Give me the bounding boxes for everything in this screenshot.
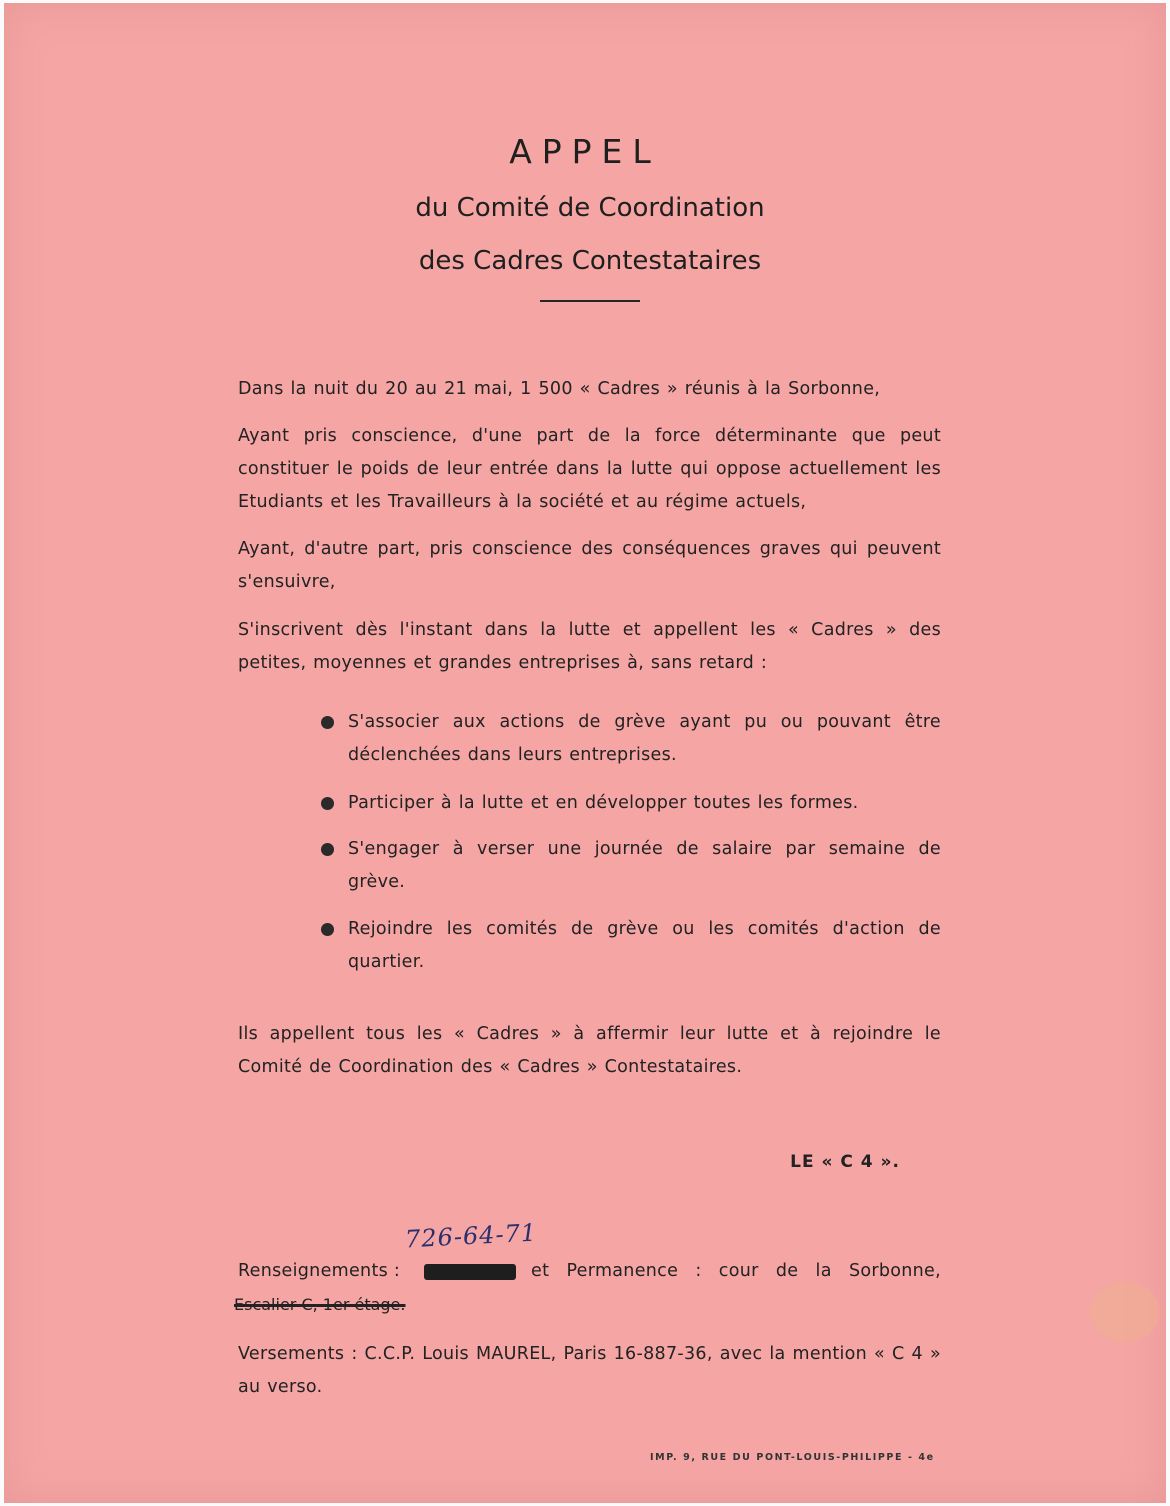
bullet-dot-icon: [321, 797, 334, 810]
bullet-dot-icon: [321, 716, 334, 729]
paper-stain: [1090, 1282, 1160, 1342]
redacted-phone-mark: [424, 1264, 516, 1280]
paragraph-versements: Versements : C.C.P. Louis MAUREL, Paris 16-887-36, avec la mention « C 4 » au verso.: [238, 1344, 941, 1397]
document-title: APPEL: [509, 132, 661, 171]
paragraph-ayant-2: Ayant, d'autre part, pris conscience des conséquences graves qui peuvent s'ensuivre,: [238, 539, 941, 592]
bullet-item-4: Rejoindre les comités de grève ou les comités d'action de quartier.: [348, 919, 941, 972]
paragraph-closing: Ils appellent tous les « Cadres » à affermir leur lutte et à rejoindre le Comité de Coordination des « Cadres » Contestataires.: [238, 1024, 941, 1077]
title-divider: [540, 300, 640, 302]
info-label: Renseignements :: [238, 1261, 401, 1281]
subtitle-line-1: du Comité de Coordination: [415, 193, 765, 223]
paragraph-inscrivent: S'inscrivent dès l'instant dans la lutte et appellent les « Cadres » des petites, moyennes et grandes entreprises à, sans retard :: [238, 620, 941, 673]
paragraph-ayant-1: Ayant pris conscience, d'une part de la force déterminante que peut constituer le poids de leur entrée dans la lutte qui oppose actuellement les Etudiants et les Travailleurs à la société et au régime actuels,: [238, 426, 941, 512]
bullet-item-1: S'associer aux actions de grève ayant pu ou pouvant être déclenchées dans leurs entreprises.: [348, 712, 941, 765]
struck-through-address: Escalier C, 1er étage.: [234, 1295, 406, 1314]
bullet-dot-icon: [321, 923, 334, 936]
info-permanence: et Permanence : cour de la Sorbonne,: [531, 1261, 941, 1281]
printer-imprint: IMP. 9, RUE DU PONT-LOUIS-PHILIPPE - 4e: [650, 1452, 935, 1463]
bullet-item-2: Participer à la lutte et en développer toutes les formes.: [348, 793, 859, 813]
handwritten-phone-number: 726-64-71: [404, 1218, 538, 1254]
bullet-item-3: S'engager à verser une journée de salaire par semaine de grève.: [348, 839, 941, 892]
paragraph-intro: Dans la nuit du 20 au 21 mai, 1 500 « Cadres » réunis à la Sorbonne,: [238, 379, 881, 399]
signature: LE « C 4 ».: [790, 1152, 900, 1172]
subtitle-line-2: des Cadres Contestataires: [418, 246, 762, 276]
bullet-dot-icon: [321, 843, 334, 856]
